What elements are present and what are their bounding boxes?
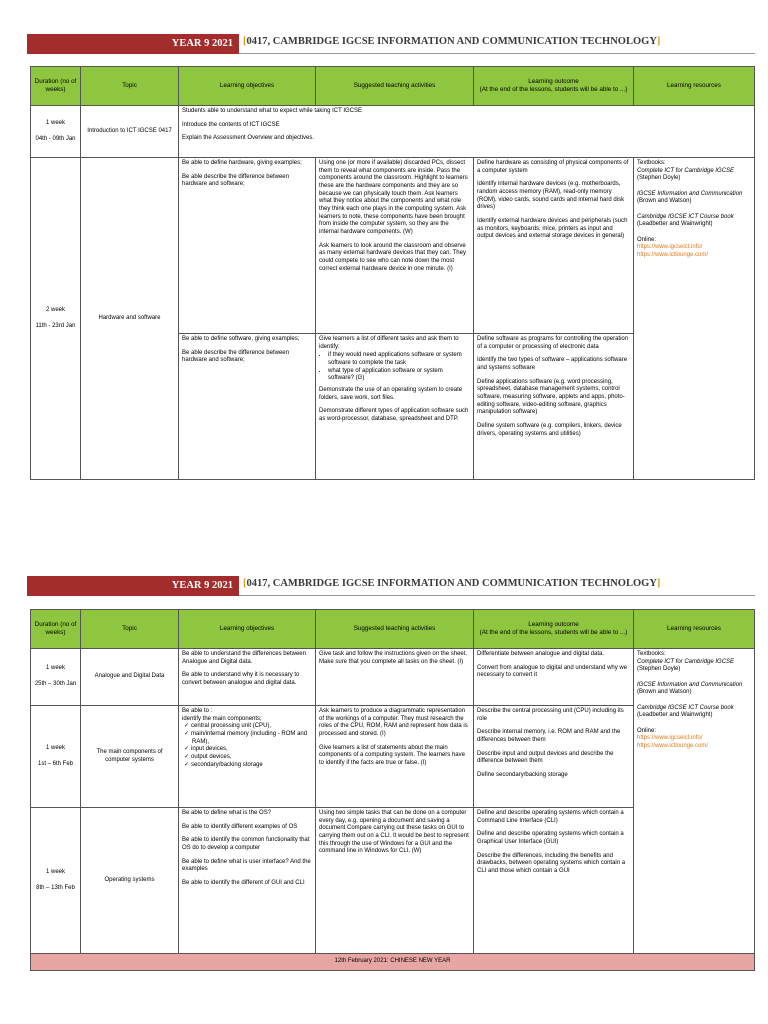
resources-cell: Textbooks: Complete ICT for Cambridge IGCSE (Stephen Doyle) IGCSE Information and Communication (Brown and Watson) Cambridge IGCSE ICT Course book (Leadbetter and Wainwright) Online: https://www.igcseict.info/ https://www.ictlounge.com/ (634, 158, 755, 480)
intro-cell: Students able to understand what to expect while taking ICT IGCSE Introduce the contents of ICT IGCSE Explain the Assessment Overview and objectives. (179, 106, 755, 158)
col-duration: Duration (no of weeks) (31, 610, 81, 649)
col-duration: Duration (no of weeks) (31, 67, 81, 106)
col-objectives: Learning objectives (179, 610, 316, 649)
resource-link[interactable]: https://www.igcseict.info/ (637, 244, 703, 251)
duration-cell: 2 week 11th - 23rd Jan (31, 158, 81, 480)
table-row (31, 158, 755, 334)
table-header-row (31, 610, 755, 649)
outcome-cell: Differentiate between analogue and digital data. Convert from analogue to digital and understand why we necessary to convert it (474, 649, 634, 706)
outcome-cell: Describe the central processing unit (CPU) including its role Describe internal memory, i.e. ROM and RAM and the differences between them Describe input and output devices and describe the difference between them Define secondary/backing storage (474, 706, 634, 808)
topic-cell: Hardware and software (81, 158, 179, 480)
col-activities: Suggested teaching activities (316, 610, 474, 649)
outcome-cell: Define software as programs for controlling the operation of a computer or processing of electronic data Identify the two types of software – applications software and systems software Define applications software (e.g. word processing, spreadsheet, database management systems, control software, measuring software, applets and apps, photo-editing software, video-editing software, graphics manipulation software) Define system software (e.g. compilers, linkers, device drivers, operating systems and utilities) (474, 334, 634, 480)
outcome-cell: Define hardware as consisting of physical components of a computer system Identify internal hardware devices (e.g. motherboards, random access memory (RAM), read-only memory (ROM), video cards, sound cards and internal hard disk drives) Identify external hardware devices and peripherals (such as monitors, keyboards, mice, printers as input and output devices and external storage devices in general) (474, 158, 634, 334)
duration-cell: 1 week 1st – 6th Feb (31, 706, 81, 808)
activities-cell: Ask learners to produce a diagrammatic representation of the workings of a computer. They must research the roles of the CPU, ROM, RAM and represent how data is processed and stored. (I) Give learners a list of statements about the main components of a computing system. The learners have to identify if the facts are true or false. (I) (316, 706, 474, 808)
activities-cell: Using two simple tasks that can be done on a computer every day, e.g. opening a document and saving a document Compare carrying out these tasks on GUI to carrying them out on a CLI. It would be best to represent this through the use of Windows for a GUI and the command line in Windows for CLI. (W) (316, 808, 474, 954)
page-header (27, 34, 755, 54)
scheme-table-2 (30, 609, 755, 971)
col-resources: Learning resources (634, 610, 755, 649)
resource-link[interactable]: https://www.ictlounge.com/ (637, 743, 709, 750)
holiday-row (31, 954, 755, 971)
duration-cell: 1 week 04th - 09th Jan (31, 106, 81, 158)
topic-cell: Analogue and Digital Data (81, 649, 179, 706)
topic-cell: Operating systems (81, 808, 179, 954)
scheme-table-1 (30, 66, 755, 480)
holiday-note: 12th February 2021: CHINESE NEW YEAR (31, 954, 755, 971)
activities-cell: Give learners a list of different tasks and ask them to identify: • if they would need applications software or system software to complete the task • what type of application software or system software? (G) Demonstrate the use of an operating system to create folders, save work, sort files. Demonstrate different types of application software such as word-processor, database, spreadsheet and DTP. (316, 334, 474, 480)
col-resources: Learning resources (634, 67, 755, 106)
resource-link[interactable]: https://www.ictlounge.com/ (637, 252, 709, 259)
topic-cell: Introduction to ICT IGCSE 0417 (81, 106, 179, 158)
outcome-cell: Define and describe operating systems which contain a Command Line Interface (CLI) Define and describe operating systems which contain a Graphical User Interface (GUI) Describe the differences, including the benefits and drawbacks, between operating systems which contain a CLI and those which contain a GUI (474, 808, 634, 954)
header-rule (239, 53, 755, 54)
activities-cell: Give task and follow the instructions given on the sheet. Make sure that you complete all tasks on the sheet. (I) (316, 649, 474, 706)
resource-link[interactable]: https://www.igcseict.info/ (637, 735, 703, 742)
header-rule (239, 595, 755, 596)
duration-cell: 1 week 25th – 30th Jan (31, 649, 81, 706)
resources-cell: Textbooks: Complete ICT for Cambridge IGCSE (Stephen Doyle) IGCSE Information and Communication (Brown and Watson) Cambridge IGCSE ICT Course book (Leadbetter and Wainwright) Online: https://www.igcseict.info/ https://www.ictlounge.com/ (634, 649, 755, 954)
col-outcome: Learning outcome (At the end of the lessons, students will be able to ...) (474, 610, 634, 649)
objectives-cell: Be able to : identify the main components; ✓ central processing unit (CPU), ✓ main/internal memory (including - ROM and RAM), ✓ input devices, ✓ output devices, ✓ secondary/backing storage (179, 706, 316, 808)
objectives-cell: Be able to define what is the OS? Be able to identify different examples of OS Be able to identify the common functionality that OS do to develop a computer Be able to define what is user interface? And the examples Be able to identify the different of GUI and CLI (179, 808, 316, 954)
col-outcome: Learning outcome (At the end of the lessons, students will be able to ...) (474, 67, 634, 106)
objectives-cell: Be able to understand the differences between Analogue and Digital data. Be able to understand why it is necessary to convert between analogue and digital data. (179, 649, 316, 706)
col-topic: Topic (81, 67, 179, 106)
year-label: YEAR 9 2021 (27, 576, 239, 596)
objectives-cell: Be able to define software, giving examples; Be able describe the difference between hardware and software; (179, 334, 316, 480)
col-topic: Topic (81, 610, 179, 649)
duration-cell: 1 week 8th – 13th Feb (31, 808, 81, 954)
course-title: [0417, CAMBRIDGE IGCSE INFORMATION AND COMMUNICATION TECHNOLOGY] (243, 578, 661, 589)
objectives-cell: Be able to define hardware, giving examples; Be able describe the difference between hardware and software; (179, 158, 316, 334)
col-objectives: Learning objectives (179, 67, 316, 106)
table-row (31, 649, 755, 706)
course-title: [0417, CAMBRIDGE IGCSE INFORMATION AND COMMUNICATION TECHNOLOGY] (243, 36, 661, 47)
activities-cell: Using one (or more if available) discarded PCs, dissect them to reveal what components are inside. Pass the components around the classroom. Highlight to learners these are the hardware components and they are so because we can physically touch them. Ask learners what they notice about the components and what role they think each one plays in the computing system. Ask learners to note, these components have been brought from inside the computer system, so they are the internal hardware components. (W) Ask learners to look around the classroom and observe as many external hardware devices that they can. They could compete to see who can note down the most correct external hardware device in one minute. (I) (316, 158, 474, 334)
col-activities: Suggested teaching activities (316, 67, 474, 106)
table-row (31, 106, 755, 158)
page-header (27, 576, 755, 596)
table-header-row (31, 67, 755, 106)
year-label: YEAR 9 2021 (27, 34, 239, 54)
topic-cell: The main components of computer systems (81, 706, 179, 808)
